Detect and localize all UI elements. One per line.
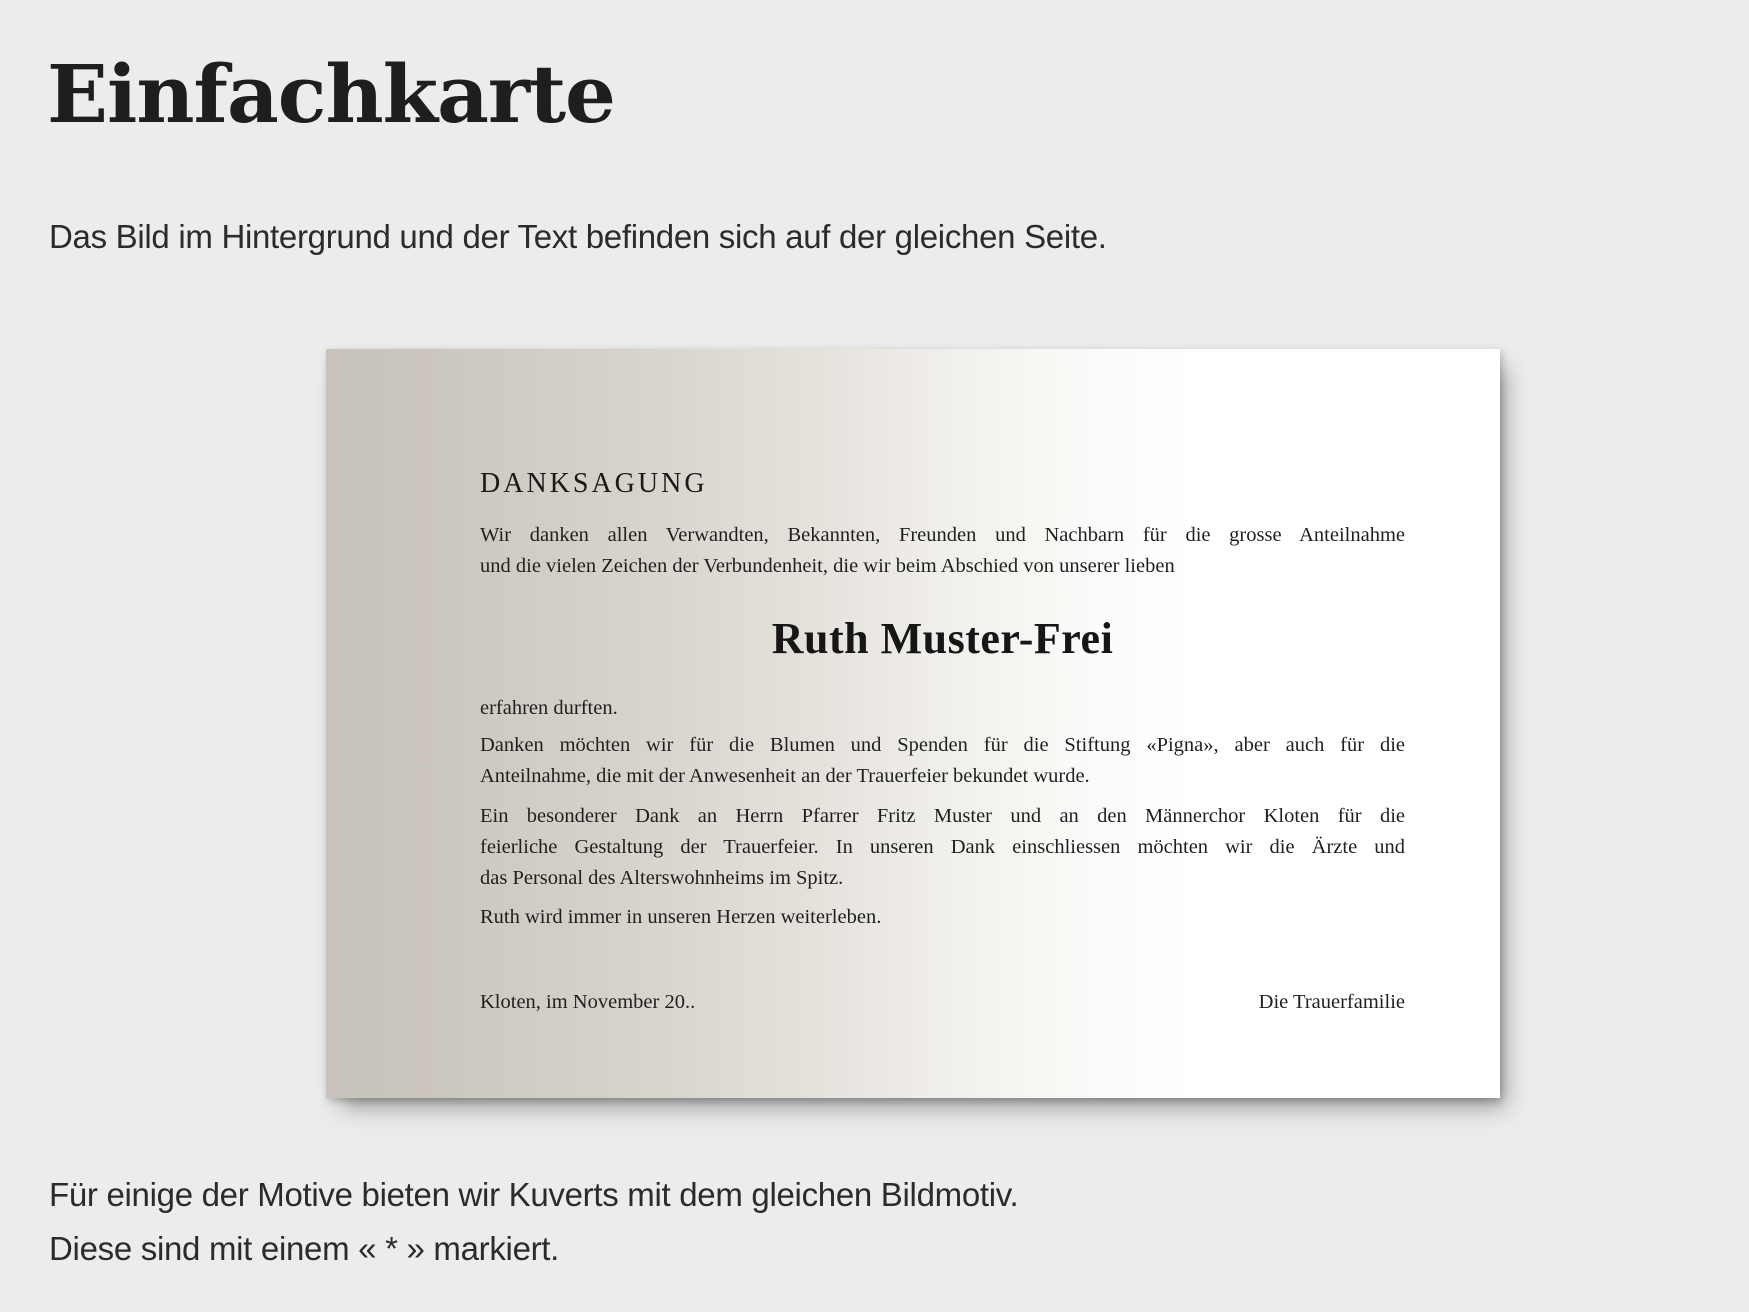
footnote-line: Diese sind mit einem « * » markiert. [49, 1230, 560, 1267]
card-text-line: das Personal des Alterswohnheims im Spitz. [480, 867, 844, 889]
footnote [49, 1168, 1018, 1276]
card-paragraph-besonderer-dank [480, 801, 1405, 894]
card-text-line: feierliche Gestaltung der Trauerfeier. In unseren Dank einschliessen möchten wir die Ärzte und [480, 836, 1405, 858]
card-text-line: Anteilnahme, die mit der Anwesenheit an der Trauerfeier bekundet wurde. [480, 765, 1090, 787]
card-paragraph-herzen [480, 902, 1405, 933]
deceased-name: Ruth Muster-Frei [771, 614, 1114, 663]
card-place-date: Kloten, im November 20.. [480, 991, 696, 1013]
card-paragraph-danken [480, 730, 1405, 792]
thank-you-card-preview [326, 349, 1500, 1098]
card-text-line: erfahren durften. [480, 697, 618, 719]
card-footer [480, 987, 1405, 1018]
card-text-line: Ein besonderer Dank an Herrn Pfarrer Fritz Muster und an den Männerchor Kloten für die [480, 805, 1405, 827]
card-text-line: Ruth wird immer in unseren Herzen weiterleben. [480, 906, 882, 928]
card-family-signature: Die Trauerfamilie [1258, 991, 1405, 1013]
card-heading: DANKSAGUNG [480, 468, 708, 499]
page-subtitle: Das Bild im Hintergrund und der Text befinden sich auf der gleichen Seite. [49, 218, 1107, 255]
page-title: Einfachkarte [47, 47, 615, 141]
card-paragraph-erfahren [480, 693, 1405, 724]
card-paragraph-intro [480, 520, 1405, 582]
card-text-line: und die vielen Zeichen der Verbundenheit, die wir beim Abschied von unserer lieben [480, 555, 1175, 577]
card-text-line: Danken möchten wir für die Blumen und Spenden für die Stiftung «Pigna», aber auch für die [480, 734, 1405, 756]
card-text-line: Wir danken allen Verwandten, Bekannten, Freunden und Nachbarn für die grosse Anteilnahme [480, 524, 1405, 546]
footnote-line: Für einige der Motive bieten wir Kuverts mit dem gleichen Bildmotiv. [49, 1176, 1019, 1213]
